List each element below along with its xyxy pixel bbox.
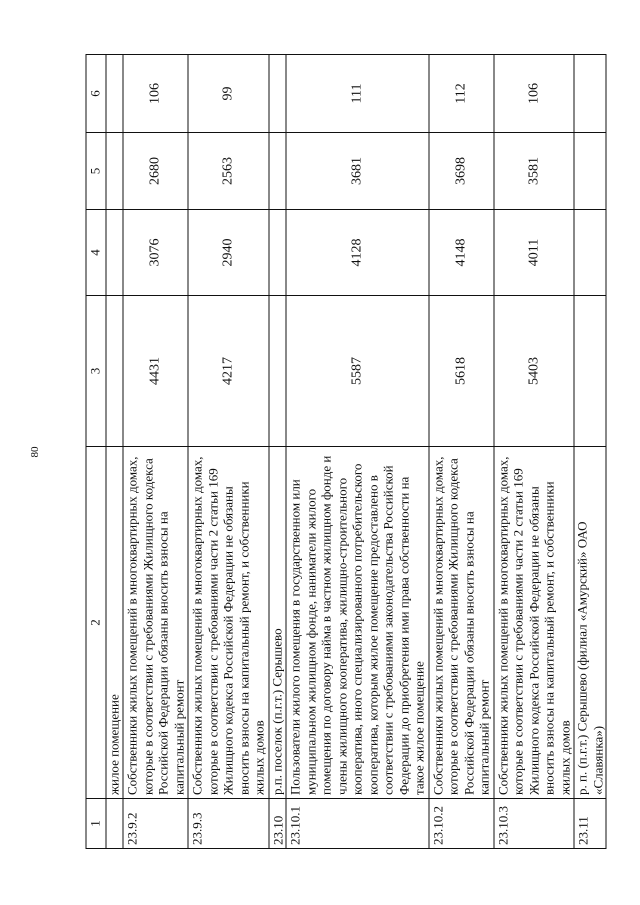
row-code: 23.9.2 (123, 799, 188, 849)
row-code: 23.10 (268, 799, 286, 849)
row-value-6: 106 (493, 55, 574, 133)
row-value-3 (106, 296, 123, 447)
table-row (106, 55, 123, 849)
table-row (428, 55, 493, 849)
row-description: р. п. (п.г.т.) Серышево (филиал «Амурский» ОАО «Славянка») (574, 447, 606, 799)
row-value-6: 106 (123, 55, 188, 133)
row-description: жилое помещение (106, 447, 123, 799)
row-value-5: 2563 (188, 133, 269, 210)
tariff-table (85, 54, 606, 849)
header-cell-6: 6 (86, 55, 106, 133)
row-value-3 (574, 296, 606, 447)
row-description: р.п. поселок (п.г.т.) Серышево (268, 447, 286, 799)
table-row (574, 55, 606, 849)
row-value-6: 99 (188, 55, 269, 133)
row-value-6: 111 (286, 55, 429, 133)
row-value-4 (574, 210, 606, 296)
row-value-3: 4431 (123, 296, 188, 447)
row-value-4: 4148 (428, 210, 493, 296)
row-value-5 (574, 133, 606, 210)
header-row (86, 55, 106, 849)
row-value-5 (268, 133, 286, 210)
row-value-3: 5403 (493, 296, 574, 447)
table-row (286, 55, 429, 849)
row-code: 23.10.3 (493, 799, 574, 849)
table-container (85, 55, 612, 849)
row-value-4: 4128 (286, 210, 429, 296)
row-value-6 (574, 55, 606, 133)
row-description: Собственники жилых помещений в многоквартирных домах, которые в соответствии с требованиями Жилищного кодекса Российской Федерации обязаны вносить взносы на капитальный ремонт (428, 447, 493, 799)
row-code: 23.10.1 (286, 799, 429, 849)
row-code: 23.10.2 (428, 799, 493, 849)
row-code (106, 799, 123, 849)
header-cell-5: 5 (86, 133, 106, 210)
rotated-table-frame (85, 55, 612, 849)
row-value-5: 3681 (286, 133, 429, 210)
header-cell-3: 3 (86, 296, 106, 447)
header-cell-1: 1 (86, 799, 106, 849)
row-code: 23.11 (574, 799, 606, 849)
row-value-6 (268, 55, 286, 133)
row-description: Пользователи жилого помещения в государственном или муниципальном жилищном фонде, наниматели жилого помещения по договору найма в частном жилищном фонде и члены жилищного кооператива, жилищно-строительного кооператива, иного специализированного потребительского кооператива, которым жилое помещение предоставлено в соответствии с требованиями законодательства Российской Федерации до приобретения ими права собственности на такое жилое помещение (286, 447, 429, 799)
row-value-6: 112 (428, 55, 493, 133)
table-row (188, 55, 269, 849)
row-value-5: 3698 (428, 133, 493, 210)
row-value-5 (106, 133, 123, 210)
header-cell-4: 4 (86, 210, 106, 296)
row-description: Собственники жилых помещений в многоквартирных домах, которые в соответствии с требованиями Жилищного кодекса Российской Федерации обязаны вносить взносы на капитальный ремонт (123, 447, 188, 799)
row-value-3: 4217 (188, 296, 269, 447)
page-number: 80 (29, 446, 41, 458)
row-value-3 (268, 296, 286, 447)
row-value-6 (106, 55, 123, 133)
header-cell-2: 2 (86, 447, 106, 799)
row-value-5: 3581 (493, 133, 574, 210)
row-value-3: 5587 (286, 296, 429, 447)
table-row (268, 55, 286, 849)
row-description: Собственники жилых помещений в многоквартирных домах, которые в соответствии с требованиями части 2 статьи 169 Жилищного кодекса Российской Федерации не обязаны вносить взносы на капитальный ремонт, и собственники жилых домов (493, 447, 574, 799)
row-value-4 (268, 210, 286, 296)
row-value-4: 4011 (493, 210, 574, 296)
row-value-3: 5618 (428, 296, 493, 447)
row-description: Собственники жилых помещений в многоквартирных домах, которые в соответствии с требованиями части 2 статьи 169 Жилищного кодекса Российской Федерации не обязаны вносить взносы на капитальный ремонт, и собственники жилых домов (188, 447, 269, 799)
row-value-5: 2680 (123, 133, 188, 210)
table-row (123, 55, 188, 849)
table-row (493, 55, 574, 849)
row-value-4 (106, 210, 123, 296)
row-code: 23.9.3 (188, 799, 269, 849)
row-value-4: 3076 (123, 210, 188, 296)
row-value-4: 2940 (188, 210, 269, 296)
